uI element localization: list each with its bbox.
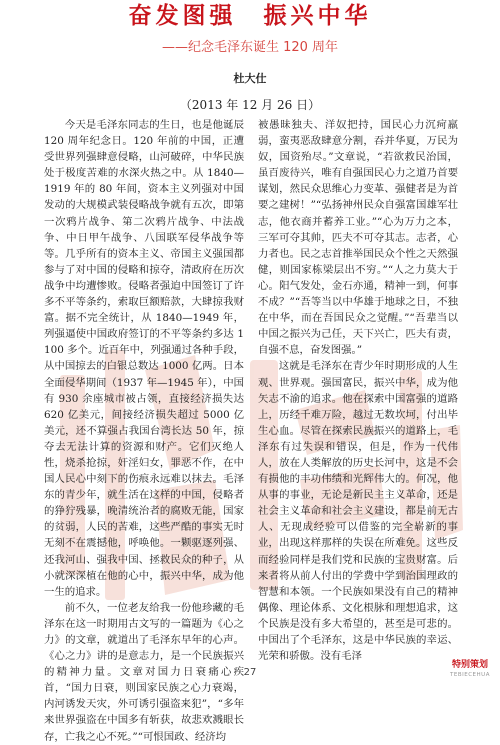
section-badge-title: 特别策划	[451, 660, 488, 670]
publish-date: （2013 年 12 月 26 日）	[179, 98, 321, 112]
article-paragraph: 前不久，一位老友给我一份他珍藏的毛泽东在这一时期用古文写的一篇题为《心之力》的文章，就道出了毛泽东早年的心声。《心之力》讲的是意志力，是一个民族振兴的精神力量。文章对国力日衰痛心疾首，“国力日衰，则国家民族之心力衰竭，内河诱发天灾，外可诱引强盗来犯”，“多年来世界强盗在中国多有斩获，故悲欢溅眼长存，亡我之心不死。”“可恨国政、经济均	[44, 601, 244, 743]
article-paragraph: 被愚昧独夫、洋奴把持，国民心力沉疴羸弱，蛮夷恶敌肆意分割，吞并华夏，万民为奴，国资殆尽。”文章说，“若欲救民治国，虽百废待兴，唯有自强国民心力之道乃首要谋划，然民众思维心力变革、强健者是为首要之建树！”“弘扬神州民众自强富国雄军壮志，他衣商并蓄养工业。”“心为万力之本，三军可夺其帅，匹夫不可夺其志。志者，心力者也。民之志首推举国民众个性之天然强健，则国家栋梁层出不穷。”“人之力莫大于心。阳气发处，金石亦通，精神一到，何事不成？”“吾等当以中华雄于地球之日，不独在中华，而在吾国民众之觉醒。”“吾辈当以中国之振兴为己任，天下兴亡，匹夫有责，自强不息，奋发图强。”	[258, 119, 458, 357]
page-subtitle: ——纪念毛泽东诞生 120 周年	[161, 40, 339, 55]
section-badge	[443, 660, 497, 679]
article-paragraph: 这就是毛泽东在青少年时期形成的人生观、世界观。强国富民，振兴中华，成为他矢志不渝的追求。他在探索中国富强的道路上，历经千难万险，越过无数坎坷，付出毕生心血。尽管在探索民族振兴的道路上，毛泽东有过失误和错误，但是，作为一代伟人，放在人类解放的历史长河中，这是不会有损他的丰功伟绩和光辉伟大的。何况，他从事的事业，无论是新民主主义革命，还是社会主义革命和社会主义建设，都是前无古人、无现成经验可以借鉴的完全崭新的事业，出现这样那样的失误在所难免。这些反而经验同样是我们党和民族的宝贵财富。后来者将从前人付出的学费中学到治国理政的智慧和本领。一个民族如果没有自己的精神偶像、理论体系、文化根脉和理想追求，这个民族是没有多大希望的，甚至是可悲的。中国出了个毛泽东，这是中华民族的幸运、光荣和骄傲。没有毛泽	[258, 360, 458, 663]
page-number: 27	[243, 667, 257, 678]
article-column-left	[44, 117, 244, 743]
article-paragraph: 今天是毛泽东同志的生日，也是他诞辰 120 周年纪念日。120 年前的中国，正遭受世界列强肆意侵略，山河破碎，中华民族处于极度苦难的水深火热之中。从 1840—1919 年的 80 年间，资本主义列强对中国发动的大规模武装侵略战争就有五次，即第一次鸦片战争、第二次鸦片战争、中法战争、中日甲午战争、八国联军侵华战争等等。几乎所有的资本主义、帝国主义强国都参与了对中国的侵略和掠夺，清政府在历次战争中均遭惨败。侵略者强迫中国签订了许多不平等条约，索取巨额赔款，大肆掠我财富。据不完全统计，从 1840—1949 年，列强逼使中国政府签订的不平等条约多达 1100 多个。近百年中，列强通过各种手段，从中国掠去的白银总数达 1000 亿两。日本全面侵华期间（1937 年—1945 年），中国有 930 余座城市被占领，直接经济损失达 620 亿美元，间接经济损失超过 5000 亿美元，还不算强占我国台湾长达 50 年，掠夺去无法计算的资源和财产。它们灭绝人性，烧杀抢掠，奸淫妇女，罪恶不作，在中国人民心中刻下的伤痕永远难以抹去。毛泽东的青少年，就生活在这样的中国，侵略者的狰狞残暴，晚清统治者的腐败无能，国家的贫弱，人民的苦难，这些严酷的事实无时无刻不在震撼他，呼唤他。一颗驱逐列强、还我河山、强我中国、拯救民众的种子，从小就深深植在他的心中，振兴中华，成为他一生的追求。	[44, 119, 244, 598]
section-badge-subtitle: TEBIECEHUA	[450, 672, 490, 678]
page-title: 奋发图强 振兴中华	[128, 3, 372, 29]
article-column-right	[258, 117, 458, 663]
author-name: 杜大仕	[233, 72, 267, 85]
